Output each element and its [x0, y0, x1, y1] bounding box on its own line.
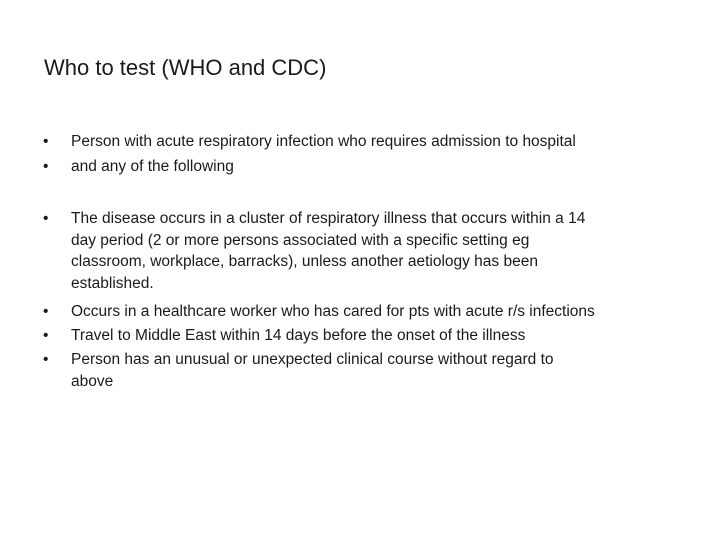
bullet-dot-icon: •: [43, 133, 49, 150]
bullet-text: Person with acute respiratory infection who requires admission to hospital: [71, 133, 576, 150]
bullet-dot-icon: •: [43, 351, 49, 368]
bullet-text: and any of the following: [71, 158, 234, 175]
slide-title: Who to test (WHO and CDC): [44, 55, 327, 80]
bullet-text: [71, 349, 686, 392]
bullet-dot-icon: •: [43, 303, 49, 320]
bullet-dot-icon: •: [43, 210, 49, 227]
bullet-text: [71, 208, 686, 294]
bullet-text-line: The disease occurs in a cluster of respiratory illness that occurs within a 14: [71, 210, 586, 227]
bullet-text-line: classroom, workplace, barracks), unless another aetiology has been: [71, 253, 538, 270]
bullet-dot-icon: •: [43, 158, 49, 175]
bullet-text: Travel to Middle East within 14 days before the onset of the illness: [71, 327, 526, 344]
bullet-text-line: Person has an unusual or unexpected clinical course without regard to: [71, 351, 554, 368]
bullet-text: Occurs in a healthcare worker who has cared for pts with acute r/s infections: [71, 303, 595, 320]
bullet-dot-icon: •: [43, 327, 49, 344]
bullet-text-line: day period (2 or more persons associated with a specific setting eg: [71, 231, 530, 249]
bullet-text-line: established.: [71, 274, 154, 292]
bullet-text-line: above: [71, 372, 114, 390]
